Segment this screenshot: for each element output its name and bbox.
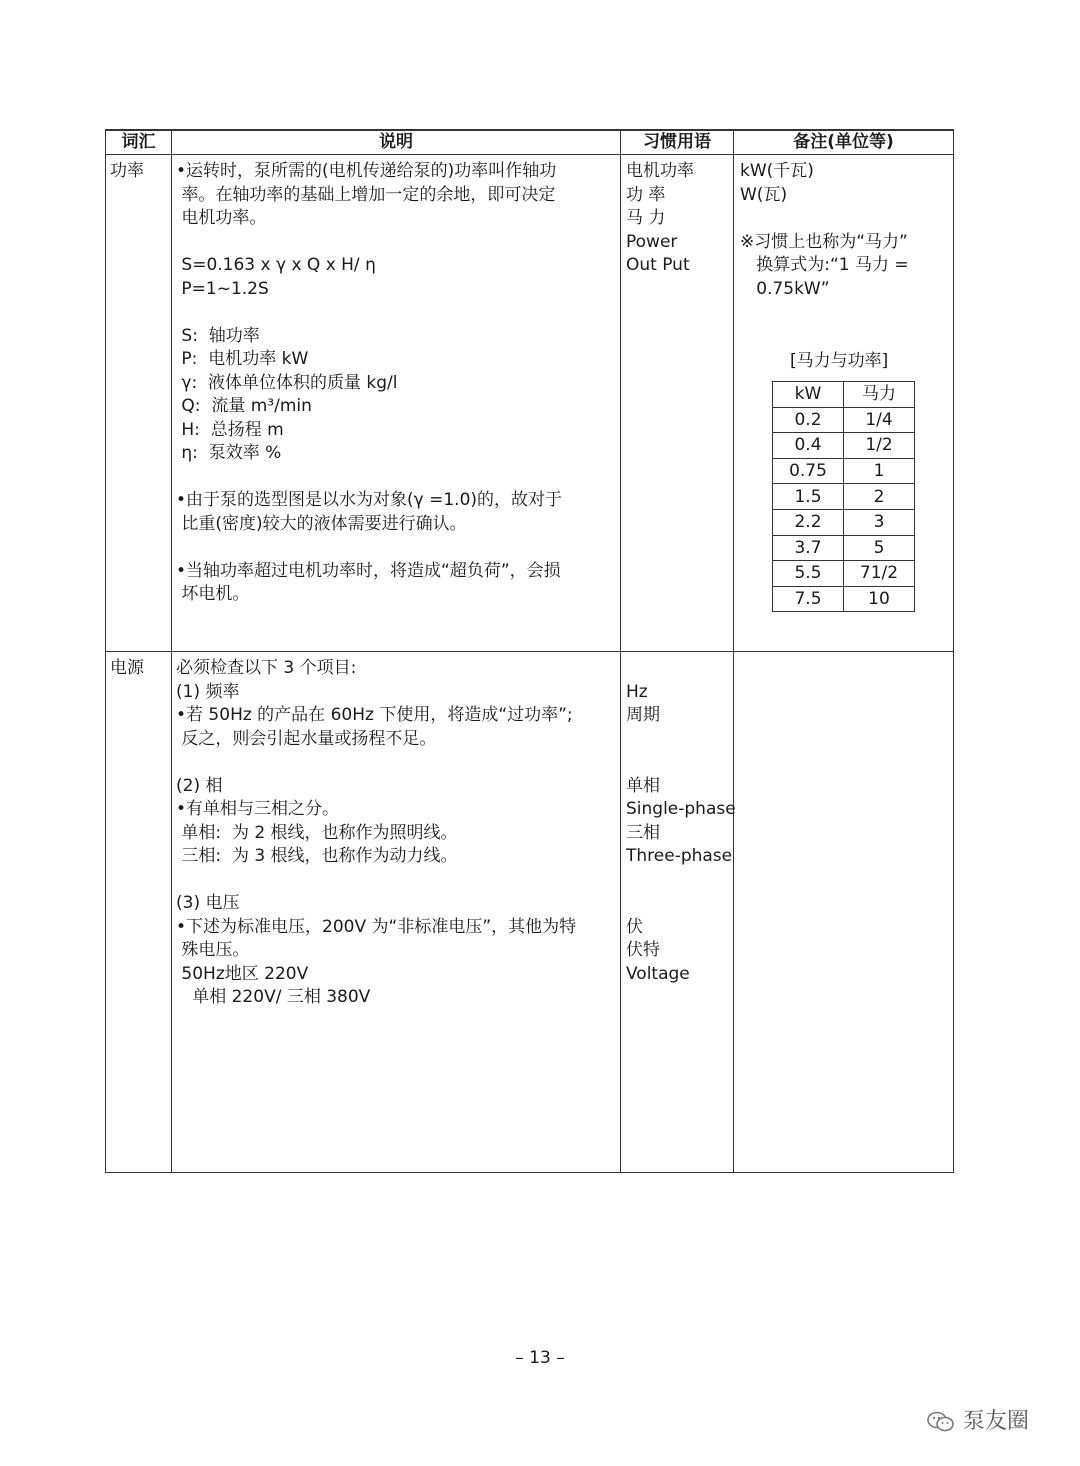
text-line: 马 力 <box>626 208 666 228</box>
kw-cell: 0.75 <box>773 458 844 484</box>
col-border-left <box>105 129 106 1173</box>
text-line: 伏 <box>626 916 643 937</box>
kw-cell: 0.4 <box>773 433 844 459</box>
wechat-icon <box>926 1410 956 1434</box>
text-line: 电机功率。 <box>176 208 267 228</box>
hp-cell: 3 <box>844 509 915 535</box>
text-line: •若 50Hz 的产品在 60Hz 下使用，将造成“过功率”; <box>176 705 573 725</box>
text-line: 周期 <box>626 705 660 725</box>
text-line: •有单相与三相之分。 <box>176 799 340 819</box>
text-line: 三相 <box>626 822 660 843</box>
text-line: 坏电机。 <box>176 584 250 604</box>
text-line <box>176 231 562 255</box>
kw-cell: 1.5 <box>773 484 844 510</box>
text-line: 单相 220V/ 三相 380V <box>176 987 371 1007</box>
text-line: 伏特 <box>626 940 660 960</box>
text-line <box>626 751 736 775</box>
row1-description <box>176 160 562 607</box>
text-line <box>626 869 736 893</box>
conversion-table-row <box>773 509 915 535</box>
text-line: 三相: 为 3 根线，也称作为动力线。 <box>176 846 458 866</box>
text-line: 必须检查以下 3 个项目: <box>176 658 357 678</box>
col-border-2 <box>620 129 621 1173</box>
text-line: •当轴功率超过电机功率时，将造成“超负荷”，会损 <box>176 560 561 581</box>
conversion-table <box>772 381 915 612</box>
header-usage: 习惯用语 <box>643 132 711 152</box>
hp-cell: 1 <box>844 458 915 484</box>
row-divider <box>105 651 954 652</box>
conversion-table-row <box>773 586 915 612</box>
text-line: Three-phase <box>626 846 733 866</box>
text-line: P: 电机功率 kW <box>176 349 309 369</box>
text-line: kW(千瓦) <box>740 161 814 181</box>
row1-term: 功率 <box>110 161 144 181</box>
watermark-text: 泵友圈 <box>963 1409 1030 1434</box>
text-line: η: 泵效率 % <box>176 443 282 463</box>
text-line: γ: 液体单位体积的质量 kg/l <box>176 372 398 393</box>
row2-usage <box>626 657 736 986</box>
hp-cell: 1/2 <box>844 433 915 459</box>
text-line <box>176 536 562 560</box>
text-line: 50Hz地区 220V <box>176 963 309 984</box>
row1-usage <box>626 160 694 278</box>
page-number: – 13 – <box>515 1348 565 1368</box>
text-line: 电机功率 <box>626 161 694 181</box>
text-line: Out Put <box>626 255 690 275</box>
header-term: 词汇 <box>121 132 156 152</box>
kw-cell: 5.5 <box>773 561 844 587</box>
watermark <box>926 1404 1029 1435</box>
row2-description <box>176 657 576 1010</box>
col-border-3 <box>733 129 734 1173</box>
text-line: 功 率 <box>626 184 666 205</box>
conversion-table-row <box>773 433 915 459</box>
text-line: W(瓦) <box>740 184 788 205</box>
text-line: (1) 频率 <box>176 681 240 702</box>
text-line: 殊电压。 <box>176 940 250 960</box>
kw-cell: 2.2 <box>773 509 844 535</box>
table-bottom-border <box>105 1172 954 1173</box>
hp-cell: 5 <box>844 535 915 561</box>
text-line: •下述为标准电压，200V 为“非标准电压”，其他为特 <box>176 916 577 937</box>
hp-cell: 71/2 <box>844 561 915 587</box>
text-line <box>626 728 736 752</box>
kw-cell: 0.2 <box>773 407 844 433</box>
text-line: 换算式为:“1 马力 = <box>740 255 909 275</box>
hp-cell: 10 <box>844 586 915 612</box>
text-line <box>740 207 909 231</box>
header-remarks: 备注(单位等) <box>793 132 894 152</box>
conversion-table-row <box>773 458 915 484</box>
text-line <box>626 657 736 681</box>
text-line: •由于泵的选型图是以水为对象(γ =1.0)的，故对于 <box>176 490 563 510</box>
kw-cell: 3.7 <box>773 535 844 561</box>
text-line: (3) 电压 <box>176 893 240 913</box>
text-line: 率。在轴功率的基础上增加一定的余地，即可决定 <box>176 184 556 205</box>
header-bottom-border <box>105 154 954 155</box>
conversion-table-title: [马力与功率] <box>790 351 889 371</box>
conversion-table-header-kw: kW <box>773 382 844 408</box>
text-line: (2) 相 <box>176 775 223 796</box>
text-line: H: 总扬程 m <box>176 419 284 440</box>
text-line: S=0.163 x γ x Q x H/ η <box>176 255 376 275</box>
text-line: 反之，则会引起水量或扬程不足。 <box>176 728 437 749</box>
text-line: ※习惯上也称为“马力” <box>740 231 908 252</box>
row1-remarks <box>740 160 909 301</box>
text-line: Single-phase <box>626 799 736 819</box>
text-line: 比重(密度)较大的液体需要进行确认。 <box>176 513 467 534</box>
text-line: Q: 流量 m³/min <box>176 396 312 416</box>
text-line: 0.75kW” <box>740 278 830 299</box>
text-line: 单相 <box>626 775 660 796</box>
text-line <box>176 301 562 325</box>
conversion-table-row <box>773 407 915 433</box>
text-line: S: 轴功率 <box>176 325 260 346</box>
text-line: •运转时，泵所需的(电机传递给泵的)功率叫作轴功 <box>176 161 557 181</box>
text-line <box>626 892 736 916</box>
header-description: 说明 <box>379 132 413 152</box>
conversion-table-row <box>773 561 915 587</box>
text-line: 单相: 为 2 根线，也称作为照明线。 <box>176 822 458 843</box>
text-line: P=1~1.2S <box>176 278 269 299</box>
conversion-table-row <box>773 484 915 510</box>
text-line: Voltage <box>626 963 690 984</box>
conversion-table-row <box>773 535 915 561</box>
hp-cell: 2 <box>844 484 915 510</box>
text-line <box>176 466 562 490</box>
hp-cell: 1/4 <box>844 407 915 433</box>
row2-term: 电源 <box>110 658 144 678</box>
col-border-right <box>953 129 954 1173</box>
text-line: Hz <box>626 681 648 702</box>
col-border-1 <box>171 129 172 1173</box>
text-line: Power <box>626 231 678 252</box>
kw-cell: 7.5 <box>773 586 844 612</box>
text-line <box>176 869 576 893</box>
conversion-table-header-hp: 马力 <box>844 382 915 408</box>
text-line <box>176 751 576 775</box>
